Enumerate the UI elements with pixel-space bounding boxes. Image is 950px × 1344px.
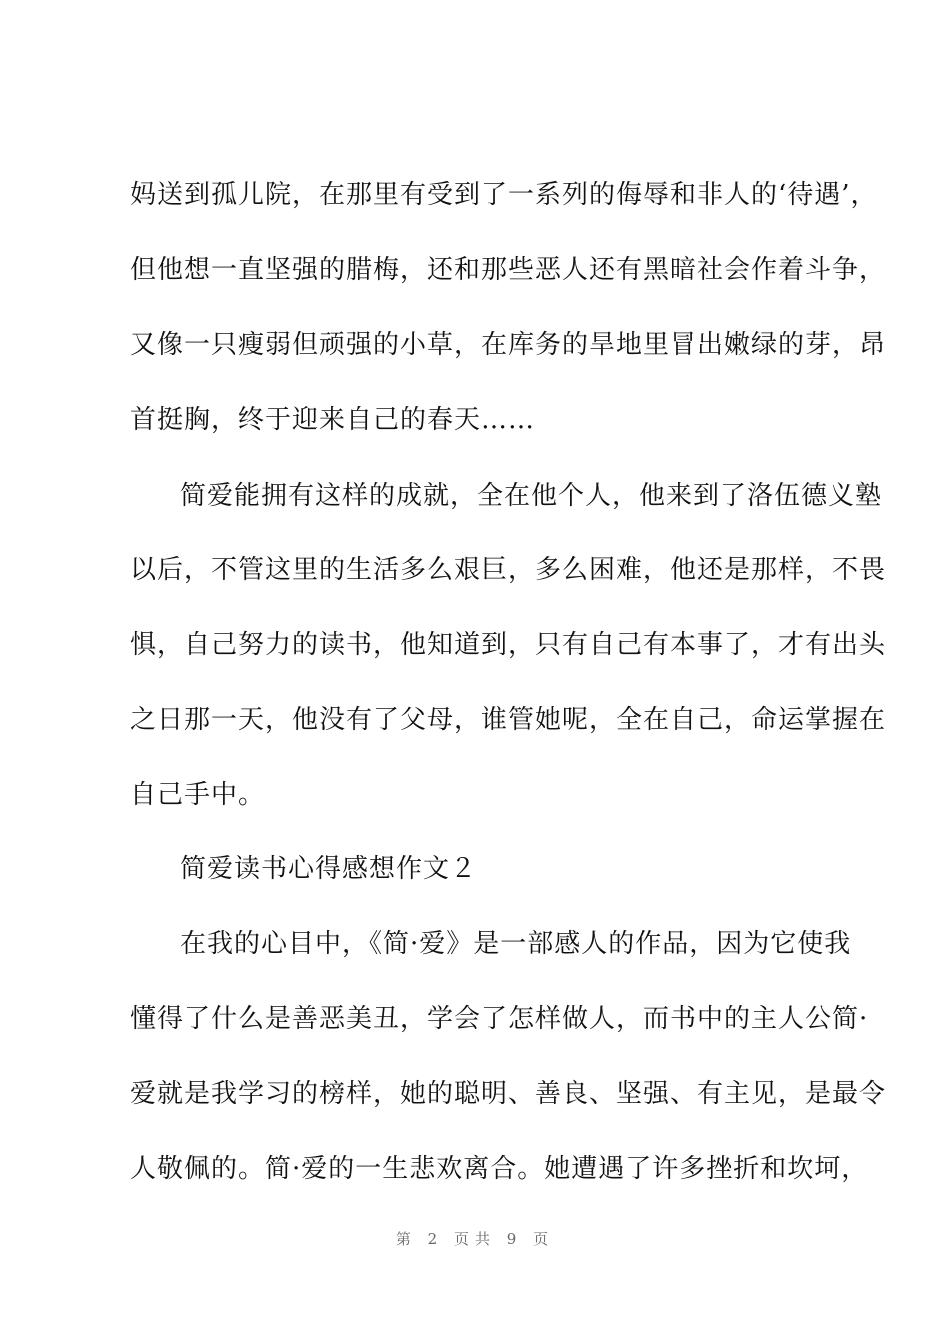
text-line: 首挺胸，终于迎来自己的春天…… [130,405,536,435]
text-line: 以后，不管这里的生活多么艰巨，多么困难，他还是那样，不畏 [130,555,887,585]
section-heading: 简爱读书心得感想作文２ [180,854,478,884]
text-line: 自己手中。 [130,780,266,810]
text-line: 妈送到孤儿院，在那里有受到了一系列的侮辱和非人的‘待遇’， [130,180,878,210]
paragraph-first-line: 在我的心目中，《简·爱》是一部感人的作品，因为它使我 [180,929,852,959]
page-footer: 第 2 页共 9 页 [395,1230,555,1248]
text-line: 之日那一天，他没有了父母，谁管她呢，全在自己，命运掌握在 [130,705,887,735]
paragraph-first-line: 简爱能拥有这样的成就，全在他个人，他来到了洛伍德义塾 [180,481,883,511]
text-line: 惧，自己努力的读书，他知道到，只有自己有本事了，才有出头 [130,630,887,660]
text-line: 又像一只瘦弱但顽强的小草，在库务的旱地里冒出嫩绿的芽，昂 [130,330,887,360]
text-line: 爱就是我学习的榜样，她的聪明、善良、坚强、有主见，是最令 [130,1079,887,1109]
text-line: 懂得了什么是善恶美丑，学会了怎样做人，而书中的主人公简· [130,1004,869,1034]
text-line: 但他想一直坚强的腊梅，还和那些恶人还有黑暗社会作着斗争， [130,255,887,285]
text-line: 人敬佩的。简·爱的一生悲欢离合。她遭遇了许多挫折和坎坷， [130,1154,869,1184]
